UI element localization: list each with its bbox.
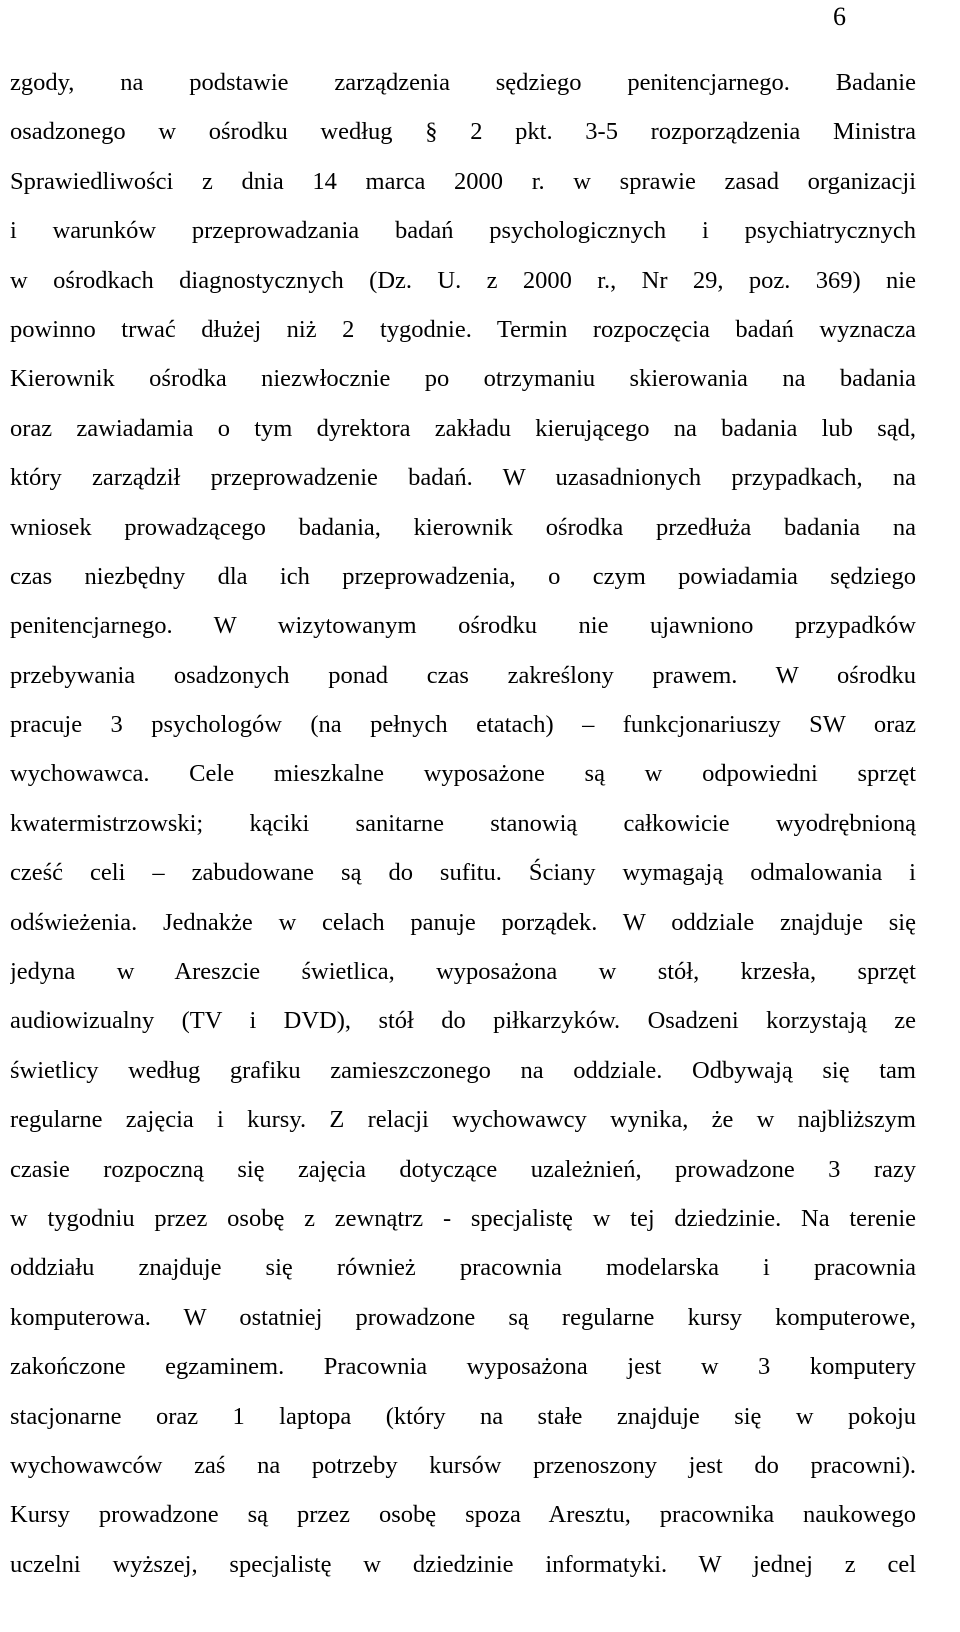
body-paragraph	[10, 58, 916, 1589]
text-line: uczelni wyższej, specjalistę w dziedzinie informatyki. W jednej z cel	[10, 1550, 916, 1578]
text-line: oddziału znajduje się również pracownia modelarska i pracownia	[10, 1254, 916, 1282]
text-line: cześć celi – zabudowane są do sufitu. Ściany wymagają odmalowania i	[10, 859, 916, 887]
text-line: penitencjarnego. W wizytowanym ośrodku nie ujawniono przypadków	[10, 612, 916, 640]
text-line: czasie rozpoczną się zajęcia dotyczące uzależnień, prowadzone 3 razy	[10, 1155, 916, 1183]
text-line: świetlicy według grafiku zamieszczonego na oddziale. Odbywają się tam	[10, 1056, 916, 1084]
text-line: w ośrodkach diagnostycznych (Dz. U. z 2000 r., Nr 29, poz. 369) nie	[10, 266, 916, 294]
text-line: osadzonego w ośrodku według § 2 pkt. 3-5 rozporządzenia Ministra	[10, 118, 916, 146]
text-line: czas niezbędny dla ich przeprowadzenia, o czym powiadamia sędziego	[10, 562, 916, 590]
text-line: audiowizualny (TV i DVD), stół do piłkarzyków. Osadzeni korzystają ze	[10, 1007, 916, 1035]
text-line: powinno trwać dłużej niż 2 tygodnie. Termin rozpoczęcia badań wyznacza	[10, 315, 916, 343]
text-line: który zarządził przeprowadzenie badań. W uzasadnionych przypadkach, na	[10, 464, 916, 492]
text-line: wychowawca. Cele mieszkalne wyposażone są w odpowiedni sprzęt	[10, 760, 916, 788]
text-line: w tygodniu przez osobę z zewnątrz - specjalistę w tej dziedzinie. Na terenie	[10, 1204, 916, 1232]
text-line: wychowawców zaś na potrzeby kursów przenoszony jest do pracowni).	[10, 1451, 916, 1479]
text-line: regularne zajęcia i kursy. Z relacji wychowawcy wynika, że w najbliższym	[10, 1106, 916, 1134]
text-line: stacjonarne oraz 1 laptopa (który na stałe znajduje się w pokoju	[10, 1402, 916, 1430]
text-line: Sprawiedliwości z dnia 14 marca 2000 r. w sprawie zasad organizacji	[10, 167, 916, 195]
text-line: zakończone egzaminem. Pracownia wyposażona jest w 3 komputery	[10, 1353, 916, 1381]
text-line: kwatermistrzowski; kąciki sanitarne stanowią całkowicie wyodrębnioną	[10, 809, 916, 837]
text-line: zgody, na podstawie zarządzenia sędziego penitencjarnego. Badanie	[10, 69, 916, 96]
text-line: Kierownik ośrodka niezwłocznie po otrzymaniu skierowania na badania	[10, 365, 916, 393]
text-line: oraz zawiadamia o tym dyrektora zakładu kierującego na badania lub sąd,	[10, 414, 916, 442]
text-line: Kursy prowadzone są przez osobę spoza Aresztu, pracownika naukowego	[10, 1501, 916, 1529]
page-number: 6	[833, 2, 846, 31]
text-line: i warunków przeprowadzania badań psychologicznych i psychiatrycznych	[10, 217, 916, 245]
text-line: komputerowa. W ostatniej prowadzone są regularne kursy komputerowe,	[10, 1303, 916, 1331]
text-line: jedyna w Areszcie świetlica, wyposażona w stół, krzesła, sprzęt	[10, 958, 916, 986]
text-line: wniosek prowadzącego badania, kierownik ośrodka przedłuża badania na	[10, 513, 916, 541]
text-line: odświeżenia. Jednakże w celach panuje porządek. W oddziale znajduje się	[10, 908, 916, 936]
text-line: przebywania osadzonych ponad czas zakreślony prawem. W ośrodku	[10, 661, 916, 689]
text-line: pracuje 3 psychologów (na pełnych etatach) – funkcjonariuszy SW oraz	[10, 711, 916, 739]
